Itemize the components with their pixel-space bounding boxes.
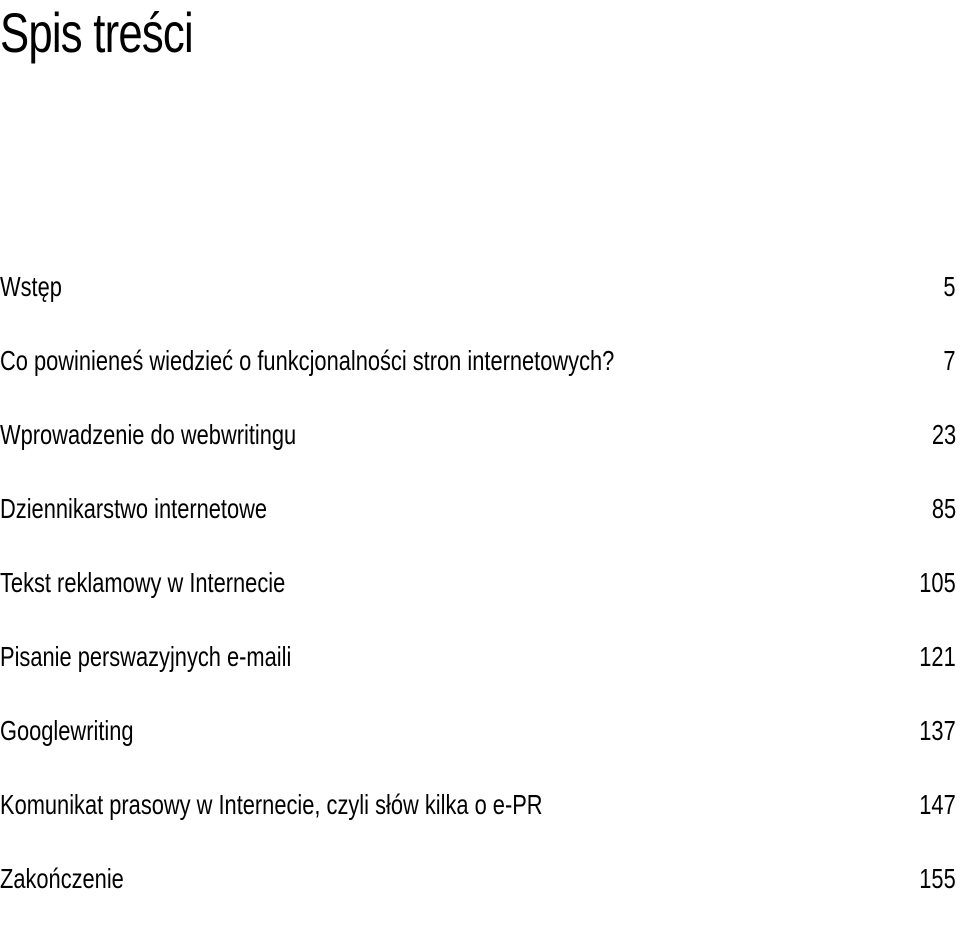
toc-entry-page-number: 5	[943, 271, 956, 302]
page-title: Spis treści	[0, 1, 193, 64]
toc-entry-page-number: 85	[931, 493, 956, 524]
toc-entry-page-number: 121	[919, 641, 956, 672]
toc-entry-page-number: 23	[931, 419, 956, 450]
toc-entry	[0, 780, 960, 854]
toc-entry	[0, 854, 960, 928]
toc-entry-page-number: 7	[943, 345, 956, 376]
toc-entry-title: Wprowadzenie do webwritingu	[0, 419, 297, 450]
toc-entry	[0, 410, 960, 484]
toc-entry	[0, 336, 960, 410]
toc-entry-title: Dziennikarstwo internetowe	[0, 493, 268, 524]
toc-entry-title: Co powinieneś wiedzieć o funkcjonalności stron internetowych?	[0, 345, 615, 376]
toc-entry-page-number: 105	[919, 567, 956, 598]
toc-entry-title: Pisanie perswazyjnych e-maili	[0, 641, 292, 672]
toc-entry-title: Wstęp	[0, 271, 62, 302]
toc-entry-title: Googlewriting	[0, 715, 134, 746]
toc-entry	[0, 632, 960, 706]
toc-entry	[0, 558, 960, 632]
toc-entry-title: Komunikat prasowy w Internecie, czyli słów kilka o e-PR	[0, 789, 543, 820]
toc-entry-title: Zakończenie	[0, 863, 124, 894]
toc-entry	[0, 262, 960, 336]
toc-entry-page-number: 147	[919, 789, 956, 820]
toc-entry-page-number: 155	[919, 863, 956, 894]
toc-entry-page-number: 137	[919, 715, 956, 746]
table-of-contents	[0, 262, 960, 928]
toc-entry	[0, 484, 960, 558]
toc-entry-title: Tekst reklamowy w Internecie	[0, 567, 286, 598]
toc-entry	[0, 706, 960, 780]
